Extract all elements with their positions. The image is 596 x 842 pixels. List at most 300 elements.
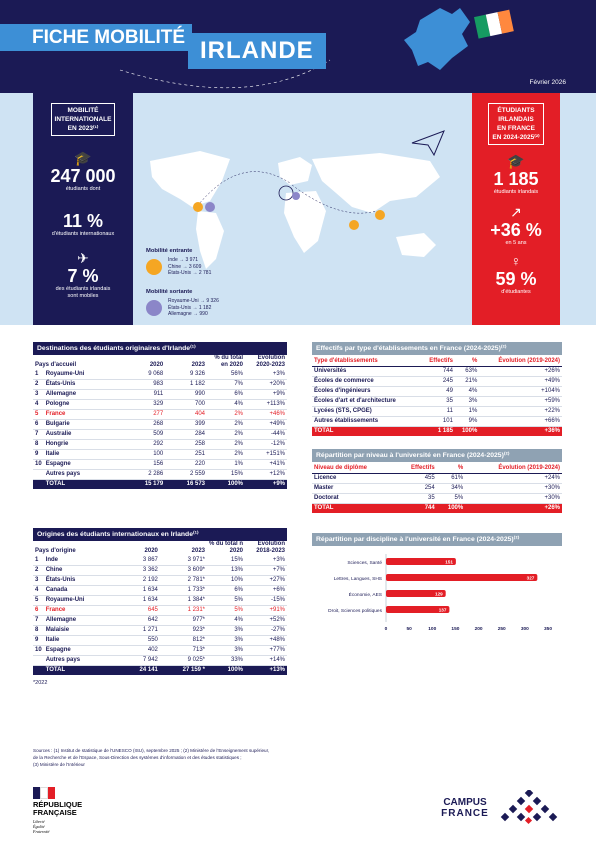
source-line-1: Sources : (1) Institut de statistique de l'UNESCO (ISU), septembre 2025 ; (2) Ministère de l'Enseignement supérieur, [33,748,270,753]
origins-table-section [33,528,287,686]
table-cell [33,470,44,480]
plane-icon: ✈ [77,250,89,266]
table-cell: +52% [245,616,287,626]
bar-value-label: 327 [526,575,535,581]
left-title-line-1: MOBILITÉ [67,107,99,114]
table-cell: +49% [245,420,287,430]
legend-in-line-1: Inde → 3 971 [168,257,199,263]
origins-footnote: *2022 [33,680,48,686]
legend-out-title: Mobilité sortante [146,289,193,295]
table-cell: 13% [207,566,245,576]
col-header: Niveau de diplôme [312,465,396,474]
french-flag-mark [33,787,55,799]
table-cell [33,666,44,676]
tick-label: 300 [520,627,529,632]
table-cell: 9 025* [160,656,207,666]
table-cell [33,656,44,666]
table-row [33,400,287,410]
table-cell: 33% [207,656,245,666]
table-cell: 34% [437,484,466,494]
table-cell: +26% [479,367,562,377]
table-cell: -12% [245,440,287,450]
table-cell: 15% [207,556,245,566]
table-cell: 2% [207,410,245,420]
campus-france-logo [436,790,566,826]
table-cell: 100% [207,480,245,490]
out-dot-uk [292,192,300,200]
col-header: 2023 [191,362,205,368]
table-cell: 700 [165,400,207,410]
legend-in-line-2: Chine → 3 609 [168,263,202,270]
republique-francaise-logo [33,787,113,834]
table-cell: +59% [479,397,562,407]
table-cell: +48% [245,636,287,646]
sources [33,747,333,768]
table-cell: 49 [420,387,455,397]
table-cell: 6 [33,420,44,430]
stat-growth-label: en 5 ans [505,240,527,246]
stat-total-label: étudiants dont [65,186,101,192]
table-cell: 27 159 * [160,666,207,676]
table-cell: 1 [33,556,44,566]
table-cell: 744 [420,367,455,377]
table-cell: 4% [207,616,245,626]
destinations-title: Destinations des étudiants originaires d'Irlande⁽¹⁾ [33,342,287,355]
table-cell: Australie [44,430,124,440]
legend-out-line-1: Royaume-Uni → 9 326 [168,298,219,304]
table-row [33,606,287,616]
table-cell: +104% [479,387,562,397]
table-row [33,410,287,420]
origins-title: Origines des étudiants internationaux en Irlande⁽¹⁾ [33,528,287,541]
table-cell: +9% [245,480,287,490]
stat-mobile-share: 7 % [67,266,99,286]
table-cell: 404 [165,410,207,420]
table-cell: 2 286 [123,470,165,480]
campus-france-diamond-mark [498,790,564,826]
table-cell: +46% [245,410,287,420]
table-cell: TOTAL [44,666,120,676]
table-cell: 3% [207,636,245,646]
table-cell: -15% [245,596,287,606]
table-row [33,576,287,586]
table-cell: États-Unis [44,576,120,586]
tick-label: 200 [474,627,483,632]
table-cell: +13% [245,666,287,676]
table-cell: 3 362 [120,566,160,576]
col-header: Effectifs [420,358,455,367]
table-cell: 7 [33,616,44,626]
table-row [33,430,287,440]
table-cell: 156 [123,460,165,470]
table-cell: 7 942 [120,656,160,666]
stat-female-share: 59 % [495,269,537,289]
table-cell: +77% [245,646,287,656]
table-cell: 24 141 [120,666,160,676]
table-cell: +20% [245,380,287,390]
table-cell: Espagne [44,646,120,656]
table-cell: 5 [33,596,44,606]
destinations-table [33,355,287,489]
bar-value-label: 129 [435,591,443,597]
table-cell: +22% [479,407,562,417]
col-header: Type d'établissements [312,358,420,367]
table-row [312,494,562,504]
col-header: Évolution 2018-2023 [256,541,285,554]
cf-line-2: FRANCE [441,808,489,819]
table-row [33,460,287,470]
table-cell: 7 [33,430,44,440]
table-cell: +14% [245,656,287,666]
table-cell: 16 573 [165,480,207,490]
table-cell: 3 609* [160,566,207,576]
table-cell: Italie [44,450,124,460]
table-cell: +41% [245,460,287,470]
table-cell: 2 [33,566,44,576]
table-cell: 251 [165,450,207,460]
table-row [312,417,562,427]
table-cell: 1 271 [120,626,160,636]
col-header: 2023 [191,548,205,554]
table-cell: 5% [207,606,245,616]
table-cell: 292 [123,440,165,450]
table-cell: 3 971* [160,556,207,566]
bar-value-label: 137 [438,607,447,613]
niveau-table-section [312,449,562,513]
legend-in-line-3: États-Unis → 2 781 [168,270,212,276]
table-cell: Pologne [44,400,124,410]
table-row [33,556,287,566]
table-cell: Autres pays [44,470,124,480]
source-line-2: de la Recherche et de l'Espace, Sous-Direction des systèmes d'information et des études statistiques ; [33,755,242,760]
col-header: % [455,358,479,367]
table-cell: 3 [33,390,44,400]
bar-value-label: 151 [445,559,453,565]
table-cell: 9 068 [123,370,165,380]
right-panel-title [488,103,543,145]
stat-intl-share: 11 % [62,211,104,231]
table-cell: 6% [207,390,245,400]
category-label: Droit, Sciences politiques [328,609,382,614]
left-panel-title [51,103,116,136]
table-cell: Hongrie [44,440,124,450]
table-cell: Malaisie [44,626,120,636]
table-cell: 277 [123,410,165,420]
table-cell: 2 781* [160,576,207,586]
table-cell: 284 [165,430,207,440]
table-total-row [312,504,562,514]
table-cell: +30% [465,494,562,504]
table-row [312,367,562,377]
table-row [33,390,287,400]
col-header: Pays d'accueil [35,362,77,368]
table-cell: Autres pays [44,656,120,666]
table-cell: 1 182 [165,380,207,390]
table-row [33,420,287,430]
table-row [33,380,287,390]
table-cell: +3% [245,556,287,566]
table-row [312,397,562,407]
table-cell: 4% [207,400,245,410]
table-cell: Licence [312,474,396,484]
table-cell: 258 [165,440,207,450]
table-cell: +66% [479,417,562,427]
table-cell: 5% [437,494,466,504]
graduation-cap-icon: 🎓 [74,150,92,166]
col-header: % [437,465,466,474]
destinations-table-section [33,342,287,489]
table-cell: 744 [396,504,437,514]
left-stats-panel [33,93,133,325]
table-cell: 6% [207,586,245,596]
table-cell: +9% [245,390,287,400]
stat-female-label: d'étudiantes [501,289,531,295]
stat-intl-label: d'étudiants internationaux [51,231,115,237]
table-cell: Chine [44,566,120,576]
table-cell: 8 [33,440,44,450]
table-row [312,474,562,484]
table-cell: 63% [455,367,479,377]
col-header: % du total n 2020 [209,541,243,554]
table-cell: Master [312,484,396,494]
table-cell: 15 179 [123,480,165,490]
table-cell: 9% [455,417,479,427]
table-cell: 35 [396,494,437,504]
table-cell: 455 [396,474,437,484]
table-cell: +27% [245,576,287,586]
category-label: Sciences, Santé [347,561,382,566]
table-cell: +12% [245,470,287,480]
table-cell: 3 867 [120,556,160,566]
table-cell: 329 [123,400,165,410]
table-cell: Allemagne [44,616,120,626]
table-cell: TOTAL [312,504,396,514]
table-cell: 254 [396,484,437,494]
table-cell: 2 192 [120,576,160,586]
table-total-row [33,480,287,490]
table-cell: 1 634 [120,596,160,606]
table-cell: 1 185 [420,427,455,437]
table-cell: 101 [420,417,455,427]
table-cell: 812* [160,636,207,646]
left-title-line-2: INTERNATIONALE [54,116,112,123]
niveau-table [312,465,562,513]
table-cell: 100% [437,504,466,514]
col-header: Évolution (2019-2024) [465,465,562,474]
table-cell: Écoles d'ingénieurs [312,387,420,397]
table-cell: 1% [455,407,479,417]
origins-table [33,541,287,675]
cf-line-1: CAMPUS [443,797,487,808]
legend-out-swatch [146,300,162,316]
table-cell: 1 733* [160,586,207,596]
table-cell: 100% [455,427,479,437]
table-cell: 4% [455,387,479,397]
table-cell: +24% [465,474,562,484]
table-cell: 550 [120,636,160,646]
table-cell: 3 [33,576,44,586]
table-row [312,407,562,417]
tick-label: 250 [497,627,506,632]
etab-table [312,358,562,436]
table-cell: 2 559 [165,470,207,480]
table-cell: 2% [207,440,245,450]
table-cell: 15% [207,470,245,480]
table-total-row [33,666,287,676]
legend-in-title: Mobilité entrante [146,248,193,254]
table-cell: 10% [207,576,245,586]
table-cell: 5% [207,596,245,606]
left-title-line-3: EN 2023⁽¹⁾ [67,125,99,132]
table-cell: 21% [455,377,479,387]
table-cell: +3% [245,370,287,380]
table-row [33,450,287,460]
category-label: Économie, AES [348,593,382,598]
right-title-line-4: EN 2024-2025⁽²⁾ [492,134,540,141]
niveau-title: Répartition par niveau à l'université en France (2024-2025)⁽²⁾ [312,449,562,462]
table-cell: 4 [33,586,44,596]
table-cell: 9 326 [165,370,207,380]
tick-label: 50 [406,627,412,632]
table-cell: Lycées (STS, CPGE) [312,407,420,417]
table-cell: Inde [44,556,120,566]
table-cell: 2% [207,420,245,430]
col-header: 2020 [144,548,158,554]
etab-title: Effectifs par type d'établissements en France (2024-2025)⁽²⁾ [312,342,562,355]
table-cell: TOTAL [312,427,420,437]
table-cell: 35 [420,397,455,407]
table-cell: Écoles de commerce [312,377,420,387]
legend-incoming [146,248,256,277]
table-cell: France [44,606,120,616]
table-row [33,646,287,656]
paper-plane-icon [410,129,446,157]
rf-line-2: FRANÇAISE [33,808,77,817]
rf-motto-3: Fraternité [33,829,50,834]
col-header: Effectifs [396,465,437,474]
table-cell [33,480,44,490]
table-cell: 645 [120,606,160,616]
table-cell: +26% [465,504,562,514]
table-cell: 268 [123,420,165,430]
legend-in-swatch [146,259,162,275]
table-cell: 220 [165,460,207,470]
table-cell: 3% [455,397,479,407]
stat-growth: +36 % [490,220,542,240]
table-cell: Autres établissements [312,417,420,427]
table-cell: Doctorat [312,494,396,504]
table-cell: +36% [479,427,562,437]
legend-outgoing [146,289,256,318]
stat-total-students: 247 000 [50,166,116,186]
col-header: Évolution (2019-2024) [479,358,562,367]
table-cell: +6% [245,586,287,596]
table-cell: 245 [420,377,455,387]
header-banner [0,0,596,93]
col-header: 2020 [149,362,164,368]
table-cell: Écoles d'art et d'architecture [312,397,420,407]
table-cell: Italie [44,636,120,646]
in-dot-india [349,220,359,230]
table-cell: +49% [479,377,562,387]
table-row [312,377,562,387]
table-cell: 7% [207,380,245,390]
rf-line-1: RÉPUBLIQUE [33,800,83,809]
table-cell: 1 [33,370,44,380]
table-cell: 100 [123,450,165,460]
table-cell: 509 [123,430,165,440]
table-cell: Espagne [44,460,124,470]
in-dot-usa [193,202,203,212]
table-cell: 642 [120,616,160,626]
table-cell: 1 231* [160,606,207,616]
table-cell: 61% [437,474,466,484]
table-row [33,626,287,636]
header-tag: FICHE MOBILITÉ [0,24,192,51]
table-cell: 2% [207,430,245,440]
rf-motto-1: Liberté [33,819,45,824]
table-row [33,586,287,596]
table-cell: 2% [207,450,245,460]
table-cell: Allemagne [44,390,124,400]
table-cell: 1% [207,460,245,470]
table-cell: 713* [160,646,207,656]
table-cell: 1 384* [160,596,207,606]
etab-table-section [312,342,562,436]
right-title-line-3: EN FRANCE [497,125,535,132]
growth-arrow-icon: ↗ [510,204,522,220]
table-cell: Canada [44,586,120,596]
legend-out-line-3: Allemagne → 990 [168,311,208,317]
table-row [312,484,562,494]
right-title-line-2: IRLANDAIS [498,116,534,123]
female-symbol-icon: ♀ [510,253,522,269]
out-dot-usa [205,202,215,212]
table-cell: 977* [160,616,207,626]
bar [386,574,537,581]
table-cell: 10 [33,460,44,470]
table-cell: Bulgarie [44,420,124,430]
table-cell: 56% [207,370,245,380]
table-cell: 8 [33,626,44,636]
table-cell: 10 [33,646,44,656]
table-cell: 1 634 [120,586,160,596]
table-cell: +113% [245,400,287,410]
right-title-line-1: ÉTUDIANTS [497,107,535,114]
table-row [33,616,287,626]
table-cell: 3% [207,626,245,636]
table-cell: Universités [312,367,420,377]
col-header: % du total en 2020 [214,355,243,368]
table-row [33,470,287,480]
legend-out-line-2: États-Unis → 1 182 [168,304,212,311]
chart-title: Répartition par discipline à l'université en France (2024-2025)⁽²⁾ [312,533,562,546]
stat-mobile-label-2: sont mobiles [67,293,99,299]
table-cell: 9 [33,450,44,460]
table-cell: 9 [33,636,44,646]
table-total-row [312,427,562,437]
tick-label: 350 [543,627,553,632]
table-cell: -44% [245,430,287,440]
stat-irish-in-france: 1 185 [493,169,539,189]
in-dot-china [375,210,385,220]
table-cell: 2 [33,380,44,390]
table-cell: Royaume-Uni [44,370,124,380]
table-cell: +91% [245,606,287,616]
table-cell: 6 [33,606,44,616]
graduation-cap-icon: 🎓 [507,153,525,169]
table-cell: 3% [207,646,245,656]
